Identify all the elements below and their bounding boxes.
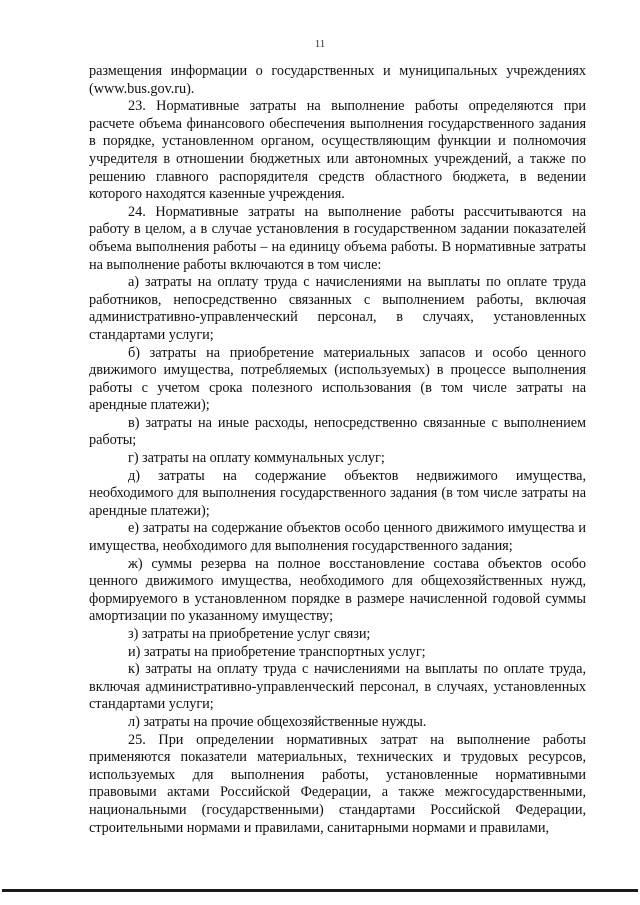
- list-item-i: и) затраты на приобретение транспортных услуг;: [128, 643, 426, 660]
- list-item-zh: ж) суммы резерва на полное восстановление состава объектов особо ценного движимого имущества, необходимого для общехозяйственных нужд, формируемого в установленном порядке в размере начисленной годовой суммы амортизации по указанному имуществу;: [89, 555, 586, 625]
- list-item-k: к) затраты на оплату труда с начислениями на выплаты по оплате труда, включая административно-управленческий персонал, в случаях, установленных стандартами услуги;: [89, 661, 586, 713]
- document-body: [89, 63, 586, 837]
- list-item-d: д) затраты на содержание объектов недвижимого имущества, необходимого для выполнения государственного задания (в том числе затраты на арендные платежи);: [89, 467, 586, 519]
- list-item-a: а) затраты на оплату труда с начислениями на выплаты по оплате труда работников, непосредственно связанных с выполнением работы, включая административно-управленческий персонал, в случаях, установленных стандартами услуги;: [89, 274, 586, 343]
- list-item-b: б) затраты на приобретение материальных запасов и особо ценного движимого имущества, потребляемых (используемых) в процессе выполнения работы с учетом срока полезного использования (в том числе затраты на арендные платежи);: [89, 344, 586, 414]
- list-item-e: е) затраты на содержание объектов особо ценного движимого имущества и имущества, необходимого для выполнения государственного задания;: [89, 520, 586, 555]
- paragraph-25: 25. При определении нормативных затрат на выполнение работы применяются показатели материальных, технических и трудовых ресурсов, используемых для выполнения работы, установленные нормативными правовыми актами Российской Федерации, а также межгосударственными, национальными (государственными) стандартами Российской Федерации, строительными нормами и правилами, санитарными нормами и правилами,: [89, 731, 586, 836]
- bottom-rule: [2, 889, 638, 892]
- list-item-z: з) затраты на приобретение услуг связи;: [128, 626, 371, 642]
- paragraph-24: 24. Нормативные затраты на выполнение работы рассчитываются на работу в целом, а в случае установления в государственном задании показателей объема выполнения работы – на единицу объема работы. В нормативные затраты на выполнение работы включаются в том числе:: [89, 203, 586, 273]
- list-item-g: г) затраты на оплату коммунальных услуг;: [128, 450, 385, 467]
- paragraph-continuation: размещения информации о государственных и муниципальных учреждениях (www.bus.gov.ru).: [89, 63, 586, 97]
- list-item-v: в) затраты на иные расходы, непосредственно связанные с выполнением работы;: [89, 414, 586, 449]
- page-number: 11: [314, 38, 326, 50]
- paragraph-23: 23. Нормативные затраты на выполнение работы определяются при расчете объема финансового обеспечения выполнения государственного задания в порядке, установленном органом, осуществляющим функции и полномочия учредителя в отношении бюджетных или автономных учреждений, а также по решению главного распорядителя средств областного бюджета, в ведении которого находятся казенные учреждения.: [89, 98, 586, 203]
- list-item-l: л) затраты на прочие общехозяйственные нужды.: [128, 713, 427, 730]
